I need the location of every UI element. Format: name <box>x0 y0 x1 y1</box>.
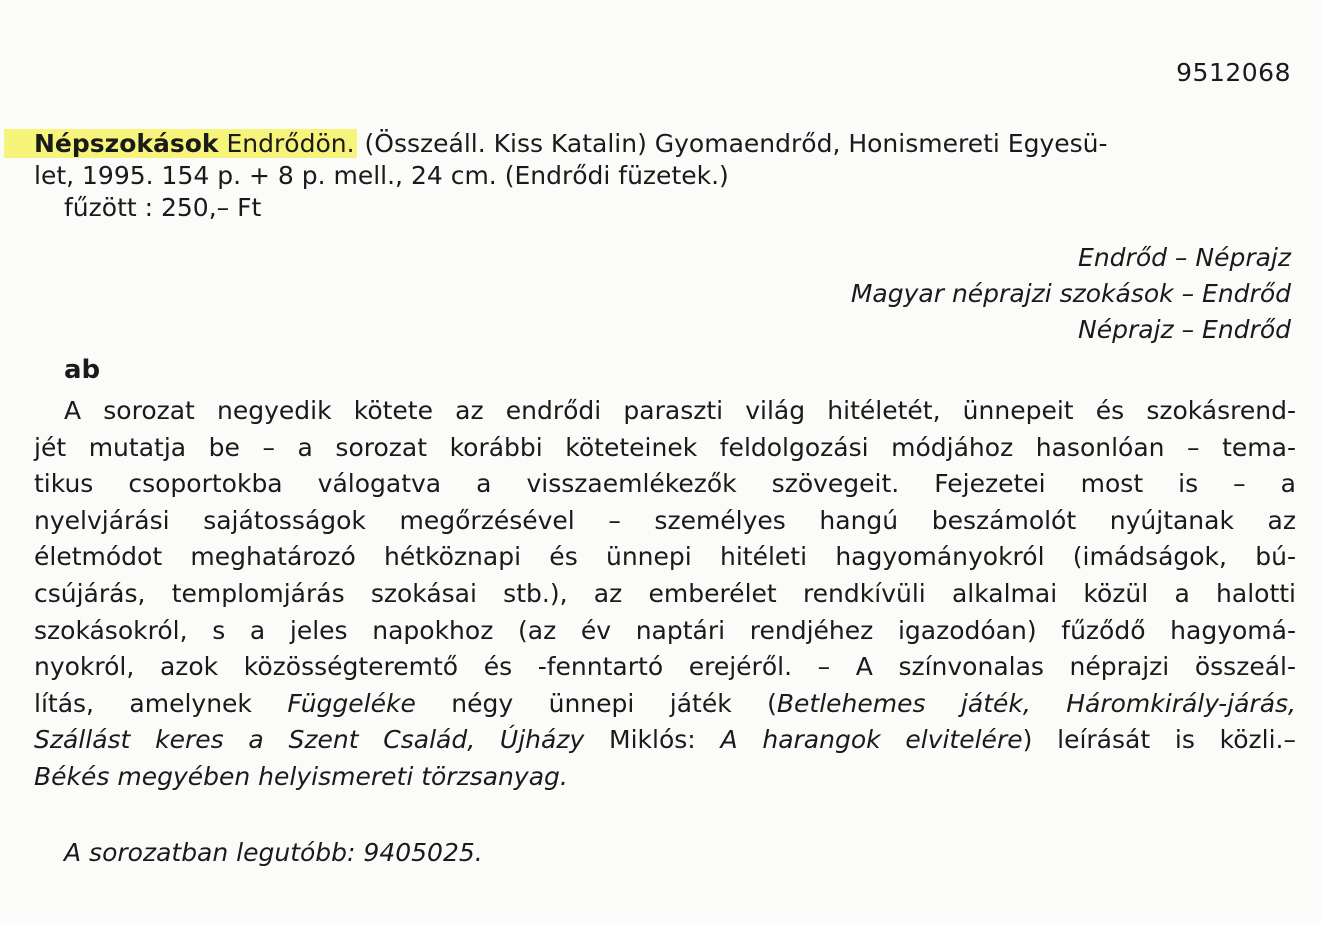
abstract-italic: Békés megyében helyismereti törzsanyag. <box>34 761 568 791</box>
abstract-italic: Szállást keres a Szent Család, Újházy <box>34 725 585 755</box>
abstract-line: életmódot meghatározó hétköznapi és ünnepi hitéleti hagyományokról (imádságok, bú- <box>34 542 1296 572</box>
record-line-2: let, 1995. 154 p. + 8 p. mell., 24 cm. (Endrődi füzetek.) <box>34 161 729 190</box>
subject-heading: Magyar néprajzi szokások – Endrőd <box>850 279 1291 308</box>
record-price: fűzött : 250,– Ft <box>64 193 262 222</box>
abstract-line: jét mutatja be – a sorozat korábbi köteteinek feldolgozási módjához hasonlóan – tema- <box>34 432 1296 462</box>
abstract-label: ab <box>64 355 101 385</box>
bibliographic-record <box>34 128 1296 224</box>
abstract-line <box>34 722 1296 759</box>
abstract-line: tikus csoportokba válogatva a visszaemlékezők szövegeit. Fejezetei most is – a <box>34 469 1296 499</box>
record-title-rest: Endrődön. <box>226 129 355 158</box>
abstract <box>34 393 1296 796</box>
title-highlight <box>4 129 357 158</box>
card-id: 9512068 <box>1176 58 1291 87</box>
abstract-line: nyokról, azok közösségteremtő és -fenntartó erejéről. – A színvonalas néprajzi összeál- <box>34 652 1296 682</box>
abstract-italic: Függeléke <box>287 688 416 718</box>
abstract-line: A sorozat negyedik kötete az endrődi paraszti világ hitéletét, ünnepeit és szokásrend- <box>64 396 1296 425</box>
subject-headings <box>851 240 1291 348</box>
abstract-text: Miklós: <box>584 725 721 755</box>
abstract-text: ) leírását is közli.– <box>1022 725 1296 755</box>
abstract-line <box>34 759 1296 796</box>
subject-heading: Néprajz – Endrőd <box>1078 315 1291 344</box>
record-line-1-rest: (Összeáll. Kiss Katalin) Gyomaendrőd, Honismereti Egyesü- <box>356 129 1108 158</box>
subject-heading: Endrőd – Néprajz <box>1078 243 1291 272</box>
record-title: Népszokások <box>34 129 219 158</box>
abstract-line <box>34 686 1296 723</box>
abstract-italic: Betlehemes játék, Háromkirály-járás, <box>776 688 1296 718</box>
abstract-line: csújárás, templomjárás szokásai stb.), az emberélet rendkívüli alkalmai közül a halotti <box>34 578 1296 608</box>
series-note: A sorozatban legutóbb: 9405025. <box>64 838 483 867</box>
abstract-line: szokásokról, s a jeles napokhoz (az év naptári rendjéhez igazodóan) fűződő hagyomá- <box>34 615 1296 645</box>
record-line-1 <box>34 128 1296 160</box>
abstract-italic: A harangok elvitelére <box>720 725 1023 755</box>
abstract-text: lítás, amelynek <box>34 688 288 718</box>
abstract-line: nyelvjárási sajátosságok megőrzésével – személyes hangú beszámolót nyújtanak az <box>34 505 1296 535</box>
abstract-text: négy ünnepi játék ( <box>415 688 777 718</box>
